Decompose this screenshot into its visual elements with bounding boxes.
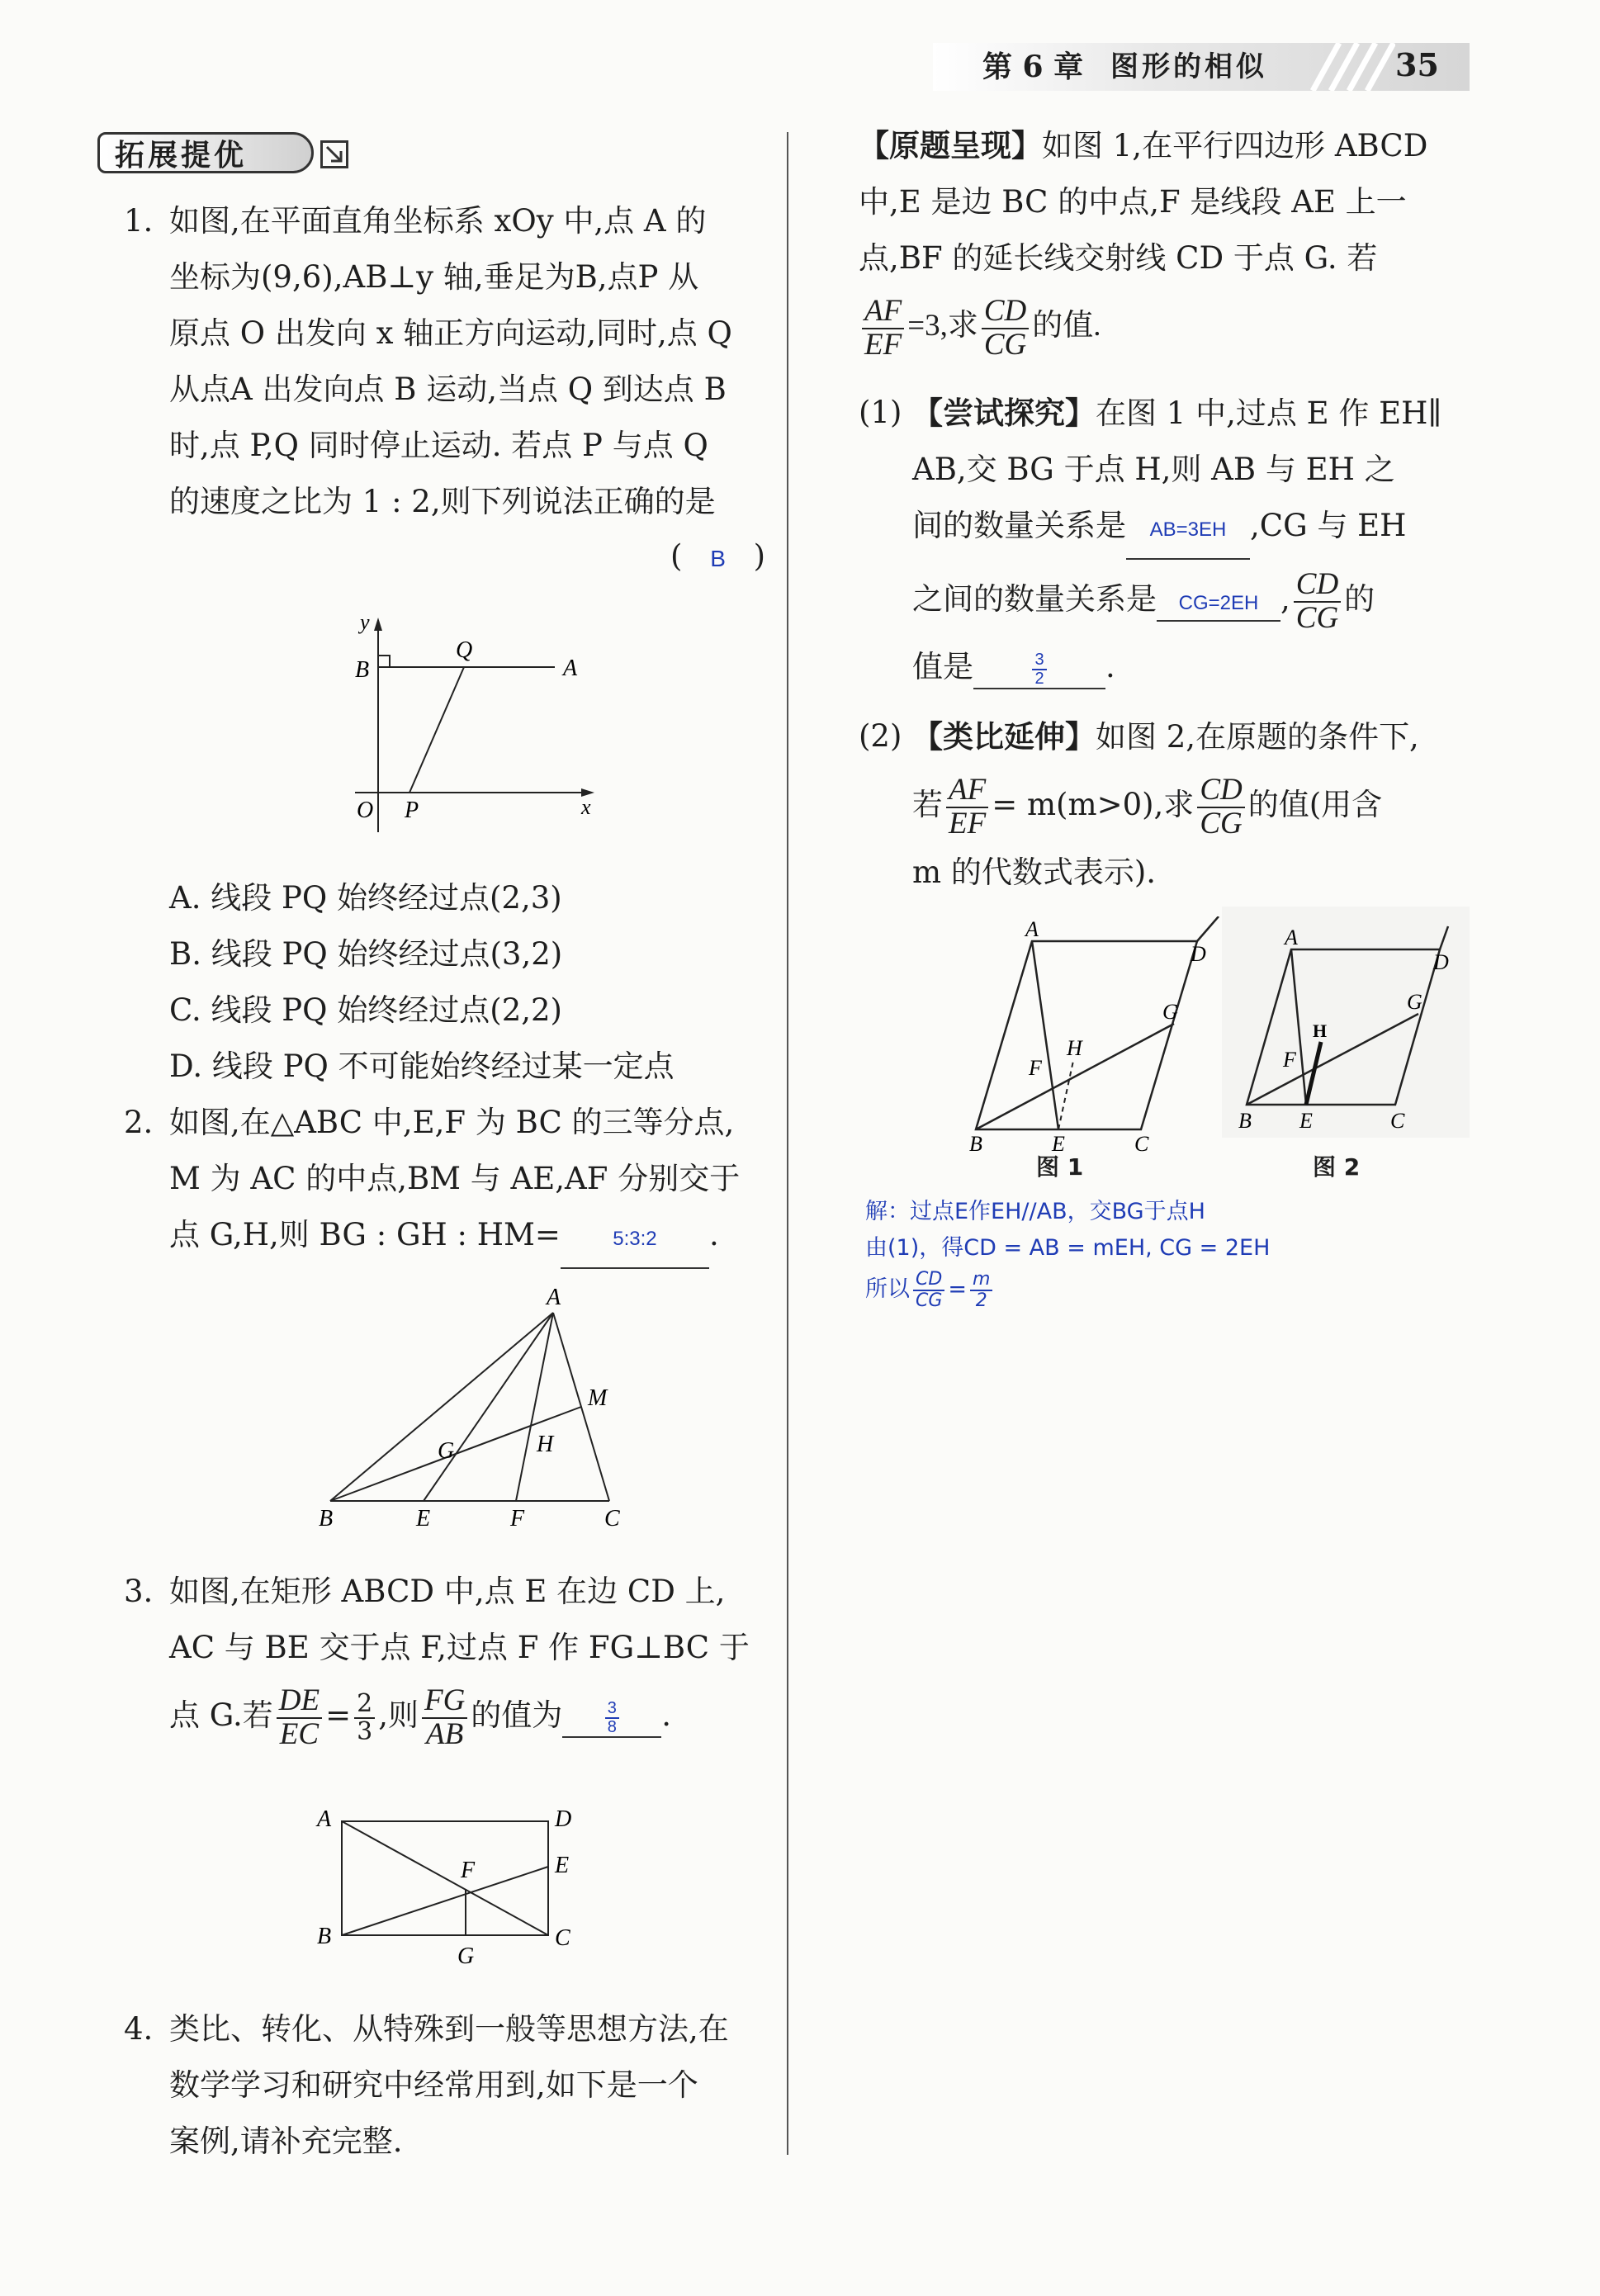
q3-end: . xyxy=(661,1697,672,1733)
q1-line: 原点 O 出发向 x 轴正方向运动,同时,点 Q xyxy=(169,315,732,351)
q4-number: 4. xyxy=(124,2011,154,2047)
segment-eh-dashed xyxy=(1058,1061,1073,1129)
solution-fraction-cd-cg xyxy=(913,1270,944,1309)
option-a: A. 线段 PQ 始终经过点(2,3) xyxy=(169,880,562,916)
p1-tag: 【尝试探究】 xyxy=(912,395,1096,431)
q1-line: 的速度之比为 1 : 2,则下列说法正确的是 xyxy=(169,484,716,519)
p2-line2-suffix: 的值(用含 xyxy=(1247,787,1383,822)
label-b: B xyxy=(319,1506,334,1531)
frac-num: AF xyxy=(862,296,904,329)
equals: = xyxy=(325,1697,352,1733)
p2-line2-mid: = m(m>0),求 xyxy=(992,787,1195,822)
p1-answer3 xyxy=(1032,651,1046,688)
q3-number: 3. xyxy=(124,1574,154,1609)
segment-ae xyxy=(1032,941,1058,1129)
label-b: B xyxy=(969,1132,982,1156)
label-y: y xyxy=(360,611,370,634)
figure-1 xyxy=(958,916,1230,1156)
figure-2 xyxy=(1230,916,1478,1156)
label-c: C xyxy=(555,1925,570,1951)
ans-num: 3 xyxy=(605,1700,619,1719)
part1 xyxy=(912,385,1441,695)
orig-text: 如图 1,在平行四边形 ABCD xyxy=(1042,128,1428,163)
q1-line: 如图,在平面直角坐标系 xOy 中,点 A 的 xyxy=(169,203,707,239)
p1-line4 xyxy=(912,560,1441,639)
solution-line2: 由(1)，得CD = AB = mEH, CG = 2EH xyxy=(865,1235,1271,1261)
q1-options xyxy=(169,870,675,1095)
q3-line: 如图,在矩形 ABCD 中,点 E 在边 CD 上, xyxy=(169,1574,726,1609)
section-tag: 拓展提优 xyxy=(97,132,314,173)
label-x: x xyxy=(581,795,591,819)
label-e: E xyxy=(1299,1109,1313,1133)
q3-suffix: 的值为 xyxy=(471,1697,563,1733)
p1-number: (1) xyxy=(859,395,902,430)
label-g: G xyxy=(1407,990,1422,1014)
q1-line: 坐标为(9,6),AB⊥y 轴,垂足为B,点P 从 xyxy=(169,259,699,295)
paren-close: ) xyxy=(753,538,766,574)
frac-num: FG xyxy=(422,1685,467,1719)
ray-cd-extension xyxy=(1197,916,1219,941)
q2-line3-prefix: 点 G,H,则 BG : GH : HM= xyxy=(169,1217,561,1252)
p2-line1 xyxy=(912,708,1419,765)
header-stripes-svg xyxy=(1304,43,1395,91)
solution xyxy=(865,1194,1270,1313)
corner-arrow-icon xyxy=(320,140,348,168)
segment-pq xyxy=(409,667,464,793)
ray-cd-extension xyxy=(1440,926,1448,949)
frac-num: m xyxy=(970,1270,992,1290)
label-o: O xyxy=(357,798,374,823)
frac-num: AF xyxy=(946,774,988,808)
part2 xyxy=(912,708,1419,901)
p1-answer2-blank[interactable] xyxy=(1157,583,1280,622)
label-g: G xyxy=(1162,1000,1178,1024)
q1-text xyxy=(169,193,732,530)
figure-1-caption: 图 1 xyxy=(1036,1153,1084,1181)
diagonal-ac xyxy=(342,1821,548,1935)
p1-line5 xyxy=(912,639,1441,695)
q3-text xyxy=(169,1564,750,1755)
frac-den: EF xyxy=(864,327,902,362)
q3-figure xyxy=(314,1798,594,1972)
q2-line3-suffix: . xyxy=(708,1217,719,1252)
orig-line: 中,E 是边 BC 的中点,F 是线段 AE 上一 xyxy=(859,184,1407,220)
fraction-fg-ab xyxy=(422,1685,467,1751)
q2-answer-blank[interactable] xyxy=(561,1207,709,1269)
frac-num: CD xyxy=(1197,774,1244,808)
frac-den: AB xyxy=(426,1716,464,1751)
ans-den: 2 xyxy=(1034,669,1044,688)
fraction-2-3 xyxy=(354,1691,375,1744)
p1-text: 在图 1 中,过点 E 作 EH∥ xyxy=(1096,395,1442,431)
q2-line3 xyxy=(169,1207,740,1269)
fraction-cd-cg xyxy=(1197,774,1244,840)
label-f: F xyxy=(510,1506,525,1531)
paren-open: ( xyxy=(670,538,683,574)
q1-figure xyxy=(347,611,611,842)
solution-line3 xyxy=(865,1266,1270,1313)
q1-line: 时,点 P,Q 同时停止运动. 若点 P 与点 Q xyxy=(169,428,708,463)
frac-den: EC xyxy=(279,1716,320,1751)
label-c: C xyxy=(1134,1132,1149,1156)
label-g: G xyxy=(457,1943,475,1969)
side-ab xyxy=(330,1313,553,1501)
option-b: B. 线段 PQ 始终经过点(3,2) xyxy=(169,936,563,972)
fraction-de-ec xyxy=(277,1685,322,1751)
option-d: D. 线段 PQ 不可能始终经过某一定点 xyxy=(169,1049,675,1084)
frac-den: CG xyxy=(1295,600,1339,635)
label-m: M xyxy=(588,1385,608,1411)
q3-prefix: 点 G.若 xyxy=(169,1697,273,1733)
p1-line3-prefix: 间的数量关系是 xyxy=(912,508,1126,543)
p1-answer1-blank[interactable] xyxy=(1126,498,1250,560)
label-b: B xyxy=(1238,1109,1252,1133)
p2-line2 xyxy=(912,765,1419,845)
label-q: Q xyxy=(456,637,473,663)
p1-answer2: CG=2EH xyxy=(1178,592,1259,614)
q2-text xyxy=(169,1095,740,1269)
q3-line3 xyxy=(169,1676,750,1755)
option-c: C. 线段 PQ 始终经过点(2,2) xyxy=(169,992,562,1028)
p2-line2-prefix: 若 xyxy=(912,787,943,822)
parallelogram-abcd xyxy=(1247,949,1440,1105)
frac-num: 2 xyxy=(354,1691,375,1719)
orig-line1 xyxy=(859,117,1427,174)
q3-answer xyxy=(605,1700,619,1736)
q2-line: 如图,在△ABC 中,E,F 为 BC 的三等分点, xyxy=(169,1105,735,1140)
p1-line3-suffix: ,CG 与 EH xyxy=(1250,508,1407,543)
q4-line: 案例,请补充完整. xyxy=(169,2123,403,2159)
q2-figure xyxy=(314,1280,644,1536)
frac-den: CG xyxy=(1200,806,1243,840)
frac-num: CD xyxy=(1294,569,1341,603)
chapter-title: 图形的相似 xyxy=(1110,50,1267,83)
p1-line5-suffix: . xyxy=(1105,649,1115,684)
fraction-cd-cg xyxy=(982,293,1029,362)
orig-line: 点,BF 的延长线交射线 CD 于点 G. 若 xyxy=(859,240,1378,276)
p2-text: 如图 2,在原题的条件下, xyxy=(1096,719,1419,755)
y-axis-arrow xyxy=(374,618,382,631)
label-a: A xyxy=(563,656,578,681)
label-p: P xyxy=(405,798,419,823)
label-a: A xyxy=(1285,926,1298,949)
q1-answer-bracket xyxy=(670,528,765,587)
label-d: D xyxy=(1191,942,1206,966)
page-number: 35 xyxy=(1395,46,1439,83)
label-h: H xyxy=(537,1432,554,1457)
p1-line4-suffix: 的 xyxy=(1344,581,1375,617)
label-c: C xyxy=(604,1506,620,1531)
solution-prefix: 所以 xyxy=(865,1276,910,1302)
p2-number: (2) xyxy=(859,718,902,754)
p1-answer1: AB=3EH xyxy=(1149,518,1227,541)
column-divider xyxy=(787,132,788,2155)
label-h: H xyxy=(1313,1020,1328,1041)
parallelogram-abcd xyxy=(976,941,1197,1129)
label-f: F xyxy=(461,1858,476,1883)
frac-num: DE xyxy=(277,1685,322,1719)
orig-end: 的值. xyxy=(1032,309,1101,343)
p1-line5-prefix: 值是 xyxy=(912,649,973,684)
segment-bg xyxy=(1247,1014,1418,1105)
label-e: E xyxy=(555,1853,570,1878)
q2-answer: 5:3:2 xyxy=(613,1228,657,1250)
ans-den: 8 xyxy=(607,1717,617,1736)
solution-line1: 解：过点E作EH//AB，交BG于点H xyxy=(865,1199,1205,1224)
p2-line3: m 的代数式表示). xyxy=(912,854,1157,890)
frac-num: CD xyxy=(913,1270,944,1290)
solution-eq: = xyxy=(948,1276,968,1302)
chapter-label: 第 6 章 xyxy=(982,50,1084,84)
fraction-af-ef xyxy=(946,774,988,840)
ans-num: 3 xyxy=(1032,651,1046,670)
q3-mid: ,则 xyxy=(378,1697,419,1733)
label-a: A xyxy=(317,1806,332,1832)
label-h: H xyxy=(1067,1036,1082,1060)
label-f: F xyxy=(1029,1056,1042,1080)
frac-den: EF xyxy=(949,806,987,840)
label-d: D xyxy=(1433,950,1449,974)
segment-eh xyxy=(1306,1042,1321,1105)
p1-line1 xyxy=(912,385,1441,442)
q4-text xyxy=(169,2001,729,2170)
p1-line2: AB,交 BG 于点 H,则 AB 与 EH 之 xyxy=(912,452,1395,487)
header-stripes xyxy=(1304,43,1395,91)
label-a: A xyxy=(1025,917,1039,941)
q4-line: 数学学习和研究中经常用到,如下是一个 xyxy=(169,2067,698,2103)
label-f: F xyxy=(1283,1048,1296,1072)
label-d: D xyxy=(555,1806,572,1832)
frac-den: CG xyxy=(983,327,1027,362)
label-b: B xyxy=(355,657,370,683)
p1-line3 xyxy=(912,498,1441,560)
q1-answer: B xyxy=(710,546,726,571)
corner-arrow-svg xyxy=(323,143,346,166)
p1-line4-prefix: 之间的数量关系是 xyxy=(912,581,1157,617)
frac-den: 2 xyxy=(975,1290,987,1311)
q3-answer-blank[interactable] xyxy=(562,1700,661,1738)
segment-be xyxy=(342,1867,548,1935)
q2-number: 2. xyxy=(124,1105,154,1140)
fraction-af-ef xyxy=(862,293,904,362)
p1-line4-mid: , xyxy=(1280,581,1290,617)
frac-den: CG xyxy=(916,1290,943,1311)
label-e: E xyxy=(416,1506,431,1531)
frac-num: CD xyxy=(982,296,1029,329)
segment-ae xyxy=(424,1313,553,1501)
q1-line: 从点A 出发向点 B 运动,当点 Q 到达点 B xyxy=(169,372,727,407)
segment-ae xyxy=(1291,949,1306,1105)
orig-line4 xyxy=(859,286,1427,366)
q2-line: M 为 AC 的中点,BM 与 AE,AF 分别交于 xyxy=(169,1161,741,1196)
right-column xyxy=(859,117,1427,366)
label-c: C xyxy=(1390,1109,1405,1133)
label-e: E xyxy=(1052,1132,1065,1156)
label-b: B xyxy=(317,1924,332,1949)
q3-line: AC 与 BE 交于点 F,过点 F 作 FG⊥BC 于 xyxy=(169,1630,750,1665)
figure-2-caption: 图 2 xyxy=(1313,1153,1361,1181)
q4-line: 类比、转化、从特殊到一般等思想方法,在 xyxy=(169,2011,729,2047)
p2-tag: 【类比延伸】 xyxy=(912,718,1096,755)
solution-fraction-m-2 xyxy=(970,1270,992,1309)
frac-den: 3 xyxy=(357,1716,373,1746)
label-a: A xyxy=(547,1285,561,1310)
label-g: G xyxy=(438,1438,455,1464)
orig-tag: 【原题呈现】 xyxy=(859,127,1042,163)
fraction-cd-cg xyxy=(1294,566,1341,635)
p1-answer3-blank[interactable] xyxy=(973,651,1105,689)
right-angle-mark xyxy=(378,656,390,667)
q1-number: 1. xyxy=(124,203,154,239)
orig-mid: =3,求 xyxy=(907,309,978,343)
